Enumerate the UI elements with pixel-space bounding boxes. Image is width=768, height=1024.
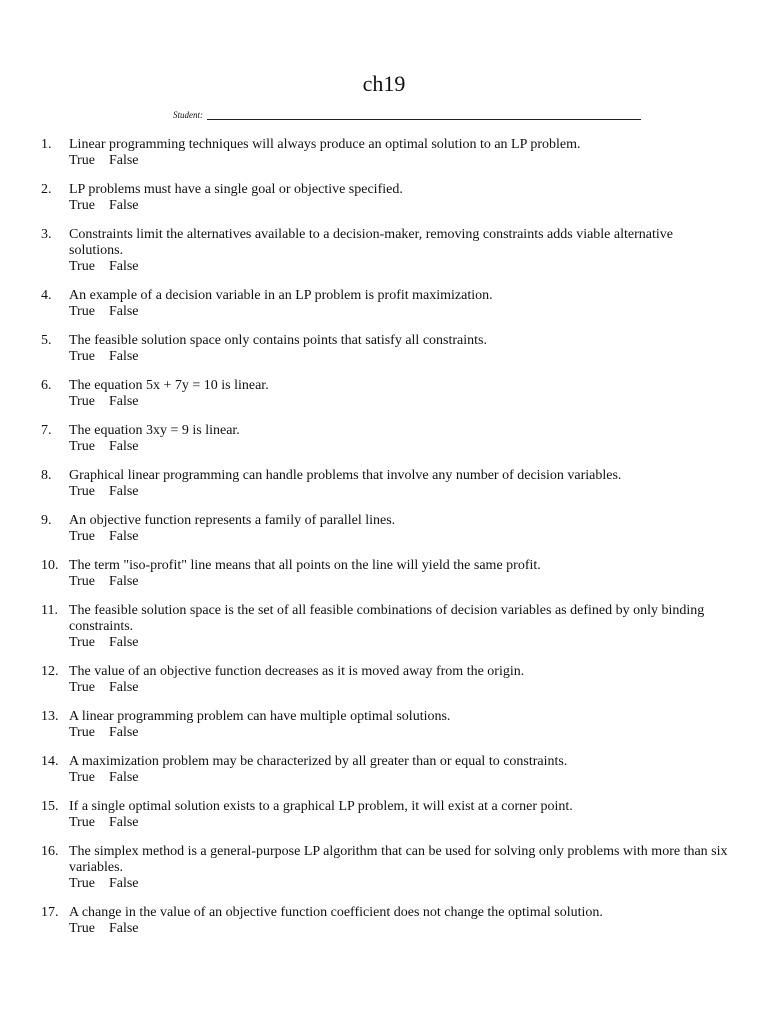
question-number: 13. [41,709,59,724]
answer-options [69,153,729,169]
answer-options [69,770,729,786]
question-number: 4. [41,288,52,303]
answer-options [69,876,729,892]
question-number: 17. [41,905,59,920]
option-true[interactable]: True [69,304,95,319]
question-item [0,709,768,741]
option-true[interactable]: True [69,439,95,454]
option-true[interactable]: True [69,815,95,830]
answer-options [69,394,729,410]
question-item [0,137,768,169]
question-item [0,468,768,500]
option-false[interactable]: False [108,304,139,319]
question-number: 9. [41,513,52,528]
option-true[interactable]: True [69,876,95,891]
answer-options [69,529,729,545]
question-text: LP problems must have a single goal or objective specified. [69,182,403,197]
question-body [69,603,729,651]
question-text: A maximization problem may be characterized by all greater than or equal to constraints. [69,754,568,769]
question-item [0,603,768,651]
question-text: A change in the value of an objective function coefficient does not change the optimal solution. [69,905,603,920]
option-false[interactable]: False [108,259,139,274]
question-number: 10. [41,558,59,573]
question-number: 16. [41,844,59,859]
option-false[interactable]: False [108,725,139,740]
question-body [69,378,729,410]
answer-options [69,680,729,696]
question-item [0,378,768,410]
option-false[interactable]: False [108,439,139,454]
question-text: The value of an objective function decreases as it is moved away from the origin. [69,664,525,679]
option-false[interactable]: False [108,770,139,785]
question-text: The equation 5x + 7y = 10 is linear. [69,378,269,393]
question-body [69,288,729,320]
option-true[interactable]: True [69,725,95,740]
question-text: Constraints limit the alternatives available to a decision-maker, removing constraints adds viable alternative solutions. [69,227,673,258]
answer-options [69,484,729,500]
question-item [0,288,768,320]
question-body [69,333,729,365]
student-name-field[interactable] [173,110,641,120]
option-true[interactable]: True [69,635,95,650]
option-true[interactable]: True [69,680,95,695]
option-true[interactable]: True [69,349,95,364]
option-true[interactable]: True [69,198,95,213]
option-false[interactable]: False [108,349,139,364]
question-item [0,799,768,831]
option-false[interactable]: False [108,153,139,168]
option-false[interactable]: False [108,484,139,499]
question-item [0,754,768,786]
question-item [0,664,768,696]
question-body [69,137,729,169]
answer-options [69,259,729,275]
question-body [69,664,729,696]
question-list [0,137,768,950]
option-false[interactable]: False [108,574,139,589]
question-item [0,844,768,892]
question-number: 3. [41,227,52,242]
question-number: 11. [41,603,58,618]
answer-options [69,304,729,320]
question-text: The feasible solution space only contains points that satisfy all constraints. [69,333,487,348]
question-number: 6. [41,378,52,393]
option-true[interactable]: True [69,921,95,936]
option-false[interactable]: False [108,921,139,936]
question-item [0,423,768,455]
question-number: 7. [41,423,52,438]
question-number: 12. [41,664,59,679]
question-body [69,799,729,831]
question-number: 15. [41,799,59,814]
question-body [69,558,729,590]
option-false[interactable]: False [108,529,139,544]
option-false[interactable]: False [108,198,139,213]
answer-options [69,815,729,831]
question-number: 5. [41,333,52,348]
question-text: A linear programming problem can have multiple optimal solutions. [69,709,451,724]
option-false[interactable]: False [108,635,139,650]
option-true[interactable]: True [69,770,95,785]
question-item [0,227,768,275]
student-name-line [207,110,641,120]
question-number: 8. [41,468,52,483]
question-text: The term "iso-profit" line means that all points on the line will yield the same profit. [69,558,541,573]
question-text: The simplex method is a general-purpose LP algorithm that can be used for solving only problems with more than six variables. [69,844,728,875]
question-text: An example of a decision variable in an LP problem is profit maximization. [69,288,493,303]
student-label: Student: [173,110,203,120]
question-body [69,709,729,741]
question-body [69,844,729,892]
option-true[interactable]: True [69,574,95,589]
question-body [69,468,729,500]
page-title: ch19 [362,71,406,96]
answer-options [69,725,729,741]
question-body [69,513,729,545]
question-text: If a single optimal solution exists to a graphical LP problem, it will exist at a corner point. [69,799,573,814]
question-item [0,905,768,937]
question-number: 2. [41,182,52,197]
question-text: An objective function represents a family of parallel lines. [69,513,396,528]
question-text: Linear programming techniques will always produce an optimal solution to an LP problem. [69,137,581,152]
question-body [69,905,729,937]
answer-options [69,349,729,365]
answer-options [69,439,729,455]
answer-options [69,635,729,651]
answer-options [69,198,729,214]
option-true[interactable]: True [69,153,95,168]
question-body [69,423,729,455]
question-item [0,558,768,590]
question-text: The equation 3xy = 9 is linear. [69,423,240,438]
question-text: The feasible solution space is the set of all feasible combinations of decision variables as defined by only binding constraints. [69,603,705,634]
question-item [0,333,768,365]
option-false[interactable]: False [108,394,139,409]
option-false[interactable]: False [108,876,139,891]
option-true[interactable]: True [69,529,95,544]
option-true[interactable]: True [69,484,95,499]
option-false[interactable]: False [108,680,139,695]
question-body [69,182,729,214]
question-body [69,754,729,786]
option-false[interactable]: False [108,815,139,830]
option-true[interactable]: True [69,394,95,409]
question-text: Graphical linear programming can handle problems that involve any number of decision variables. [69,468,622,483]
question-number: 14. [41,754,59,769]
question-number: 1. [41,137,52,152]
answer-options [69,921,729,937]
question-body [69,227,729,275]
answer-options [69,574,729,590]
question-item [0,182,768,214]
option-true[interactable]: True [69,259,95,274]
question-item [0,513,768,545]
